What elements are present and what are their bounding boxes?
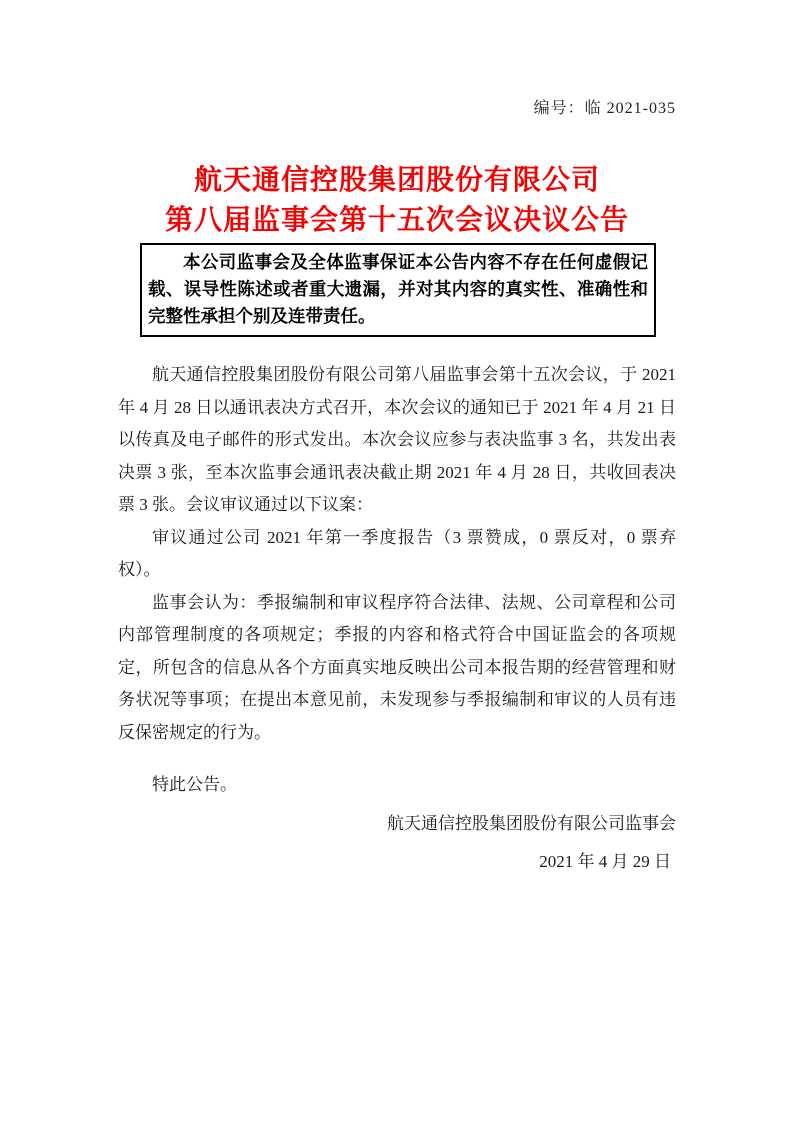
page-title-line2: 第八届监事会第十五次会议决议公告	[164, 204, 629, 235]
signature-date: 2021 年 4 月 29 日	[539, 851, 671, 871]
paragraph-meeting-info: 航天通信控股集团股份有限公司第八届监事会第十五次会议，于 2021 年 4 月 28 日以通讯表决方式召开，本次会议的通知已于 2021 年 4 月 21 日以传真及电子邮件的形式发出。本次会议应参与表决监事 3 名，共发出表决票 3 张，至本次监事会通讯表决截止期 2021 年 4 月 28 日，共收回表决票 3 张。会议审议通过以下议案：	[118, 365, 676, 514]
page-title	[118, 160, 676, 240]
closing-statement: 特此公告。	[152, 775, 237, 794]
signature-company: 航天通信控股集团股份有限公司监事会	[387, 813, 676, 833]
paragraph-opinion: 监事会认为：季报编制和审议程序符合法律、法规、公司章程和公司内部管理制度的各项规定；季报的内容和格式符合中国证监会的各项规定，所包含的信息从各个方面真实地反映出公司本报告期的经营管理和财务状况等事项；在提出本意见前，未发现参与季报编制和审议的人员有违反保密规定的行为。	[118, 592, 676, 742]
page-title-line1: 航天通信控股集团股份有限公司	[193, 164, 600, 195]
disclaimer-box: 本公司监事会及全体监事保证本公告内容不存在任何虚假记载、误导性陈述或者重大遗漏，并对其内容的真实性、准确性和完整性承担个别及连带责任。	[140, 243, 656, 337]
signature-block	[118, 805, 676, 881]
doc-number: 编号：临 2021-035	[533, 100, 676, 117]
paragraph-resolution: 审议通过公司 2021 年第一季度报告（3 票赞成，0 票反对，0 票弃权）。	[118, 527, 676, 579]
body-text	[118, 359, 676, 802]
